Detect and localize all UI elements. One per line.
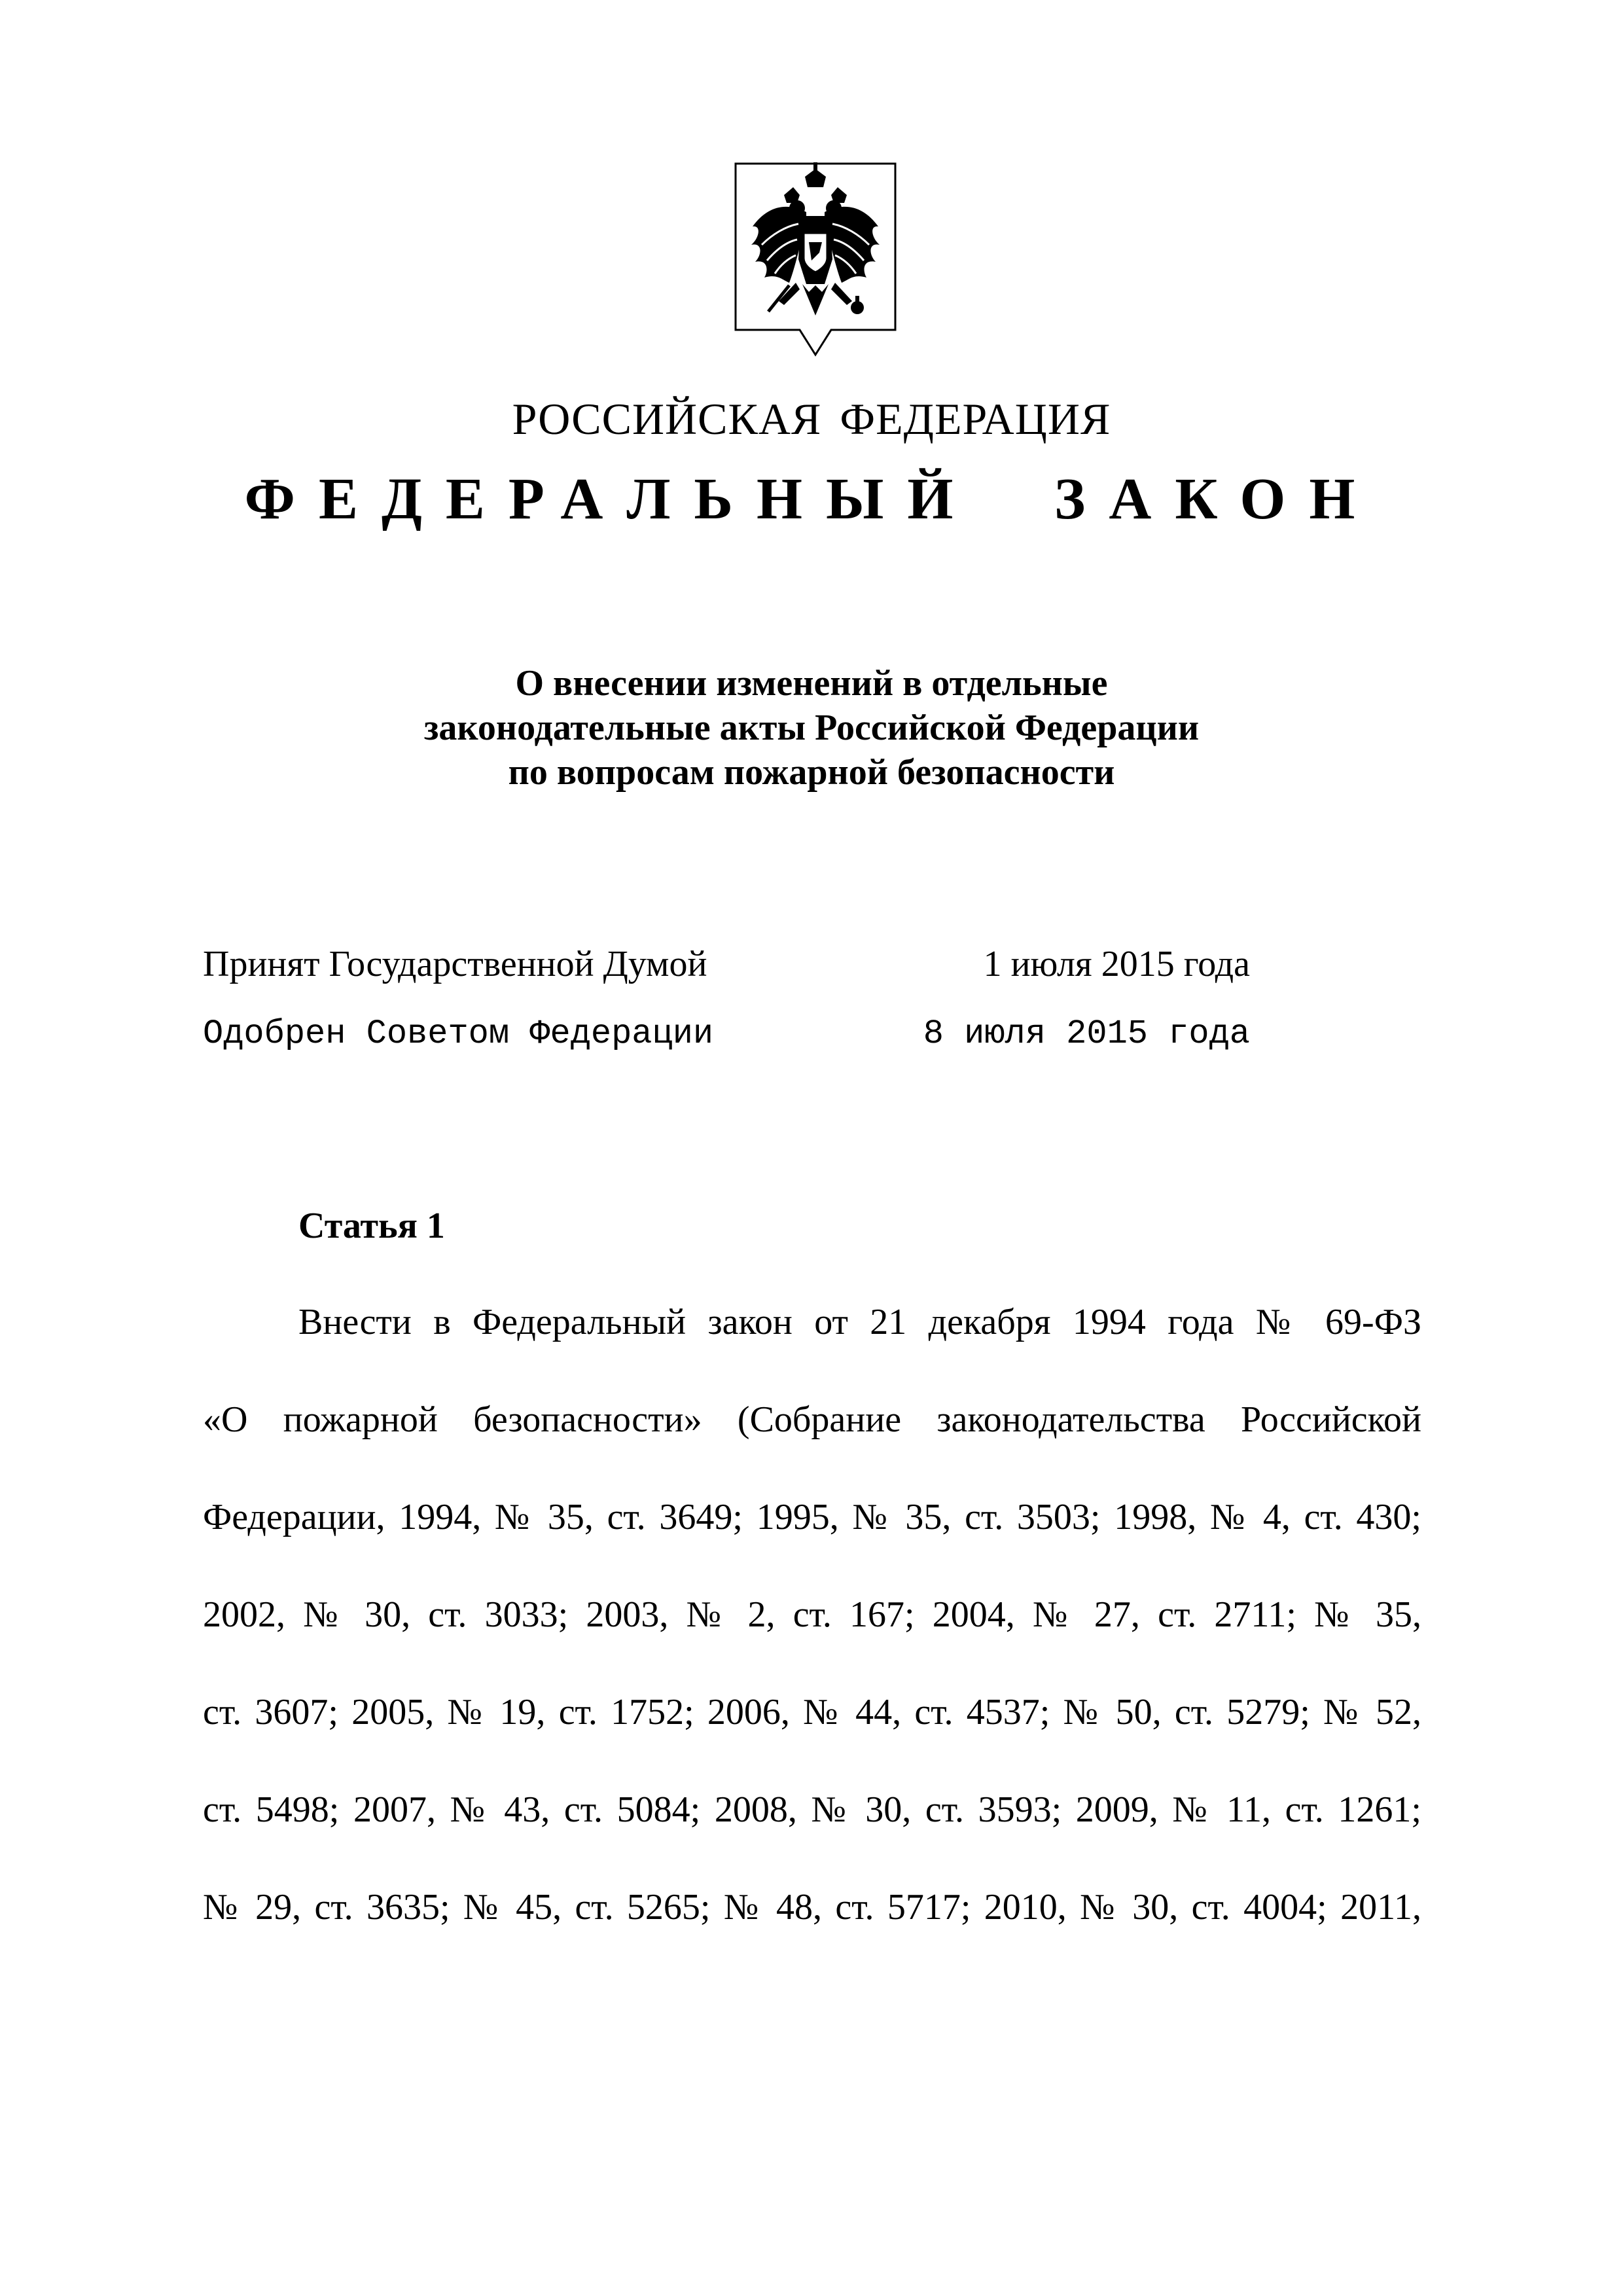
- article-text-line: 2002, № 30, ст. 3033; 2003, № 2, ст. 167; 2004, № 27, ст. 2711; № 35,: [203, 1594, 1421, 1635]
- country-name: РОССИЙСКАЯ ФЕДЕРАЦИЯ: [512, 394, 1111, 444]
- article-text-line: Федерации, 1994, № 35, ст. 3649; 1995, № 35, ст. 3503; 1998, № 4, ст. 430;: [203, 1497, 1421, 1537]
- law-title-line: законодательные акты Российской Федерации: [423, 708, 1200, 748]
- article-text-line: «О пожарной безопасности» (Собрание законодательства Российской: [203, 1399, 1421, 1440]
- approved-label: Одобрен Советом Федерации: [203, 1014, 714, 1053]
- law-title: [0, 661, 1623, 795]
- document-type: ФЕДЕРАЛЬНЫЙ ЗАКОН: [244, 467, 1379, 531]
- coat-of-arms-icon: [733, 161, 898, 357]
- approved-date: 8 июля 2015 года: [923, 1014, 1250, 1053]
- article-text-line: № 29, ст. 3635; № 45, ст. 5265; № 48, ст. 5717; 2010, № 30, ст. 4004; 2011,: [203, 1887, 1421, 1928]
- law-title-line: О внесении изменений в отдельные: [515, 663, 1108, 704]
- adopted-label: Принят Государственной Думой: [203, 944, 707, 984]
- adopted-date: 1 июля 2015 года: [983, 944, 1250, 984]
- article-heading: Статья 1: [298, 1206, 445, 1246]
- law-title-line: по вопросам пожарной безопасности: [508, 752, 1115, 793]
- article-text-line: Внести в Федеральный закон от 21 декабря 1994 года № 69-ФЗ: [298, 1302, 1421, 1342]
- article-text-line: ст. 3607; 2005, № 19, ст. 1752; 2006, № 44, ст. 4537; № 50, ст. 5279; № 52,: [203, 1692, 1421, 1732]
- article-text-line: ст. 5498; 2007, № 43, ст. 5084; 2008, № 30, ст. 3593; 2009, № 11, ст. 1261;: [203, 1789, 1421, 1830]
